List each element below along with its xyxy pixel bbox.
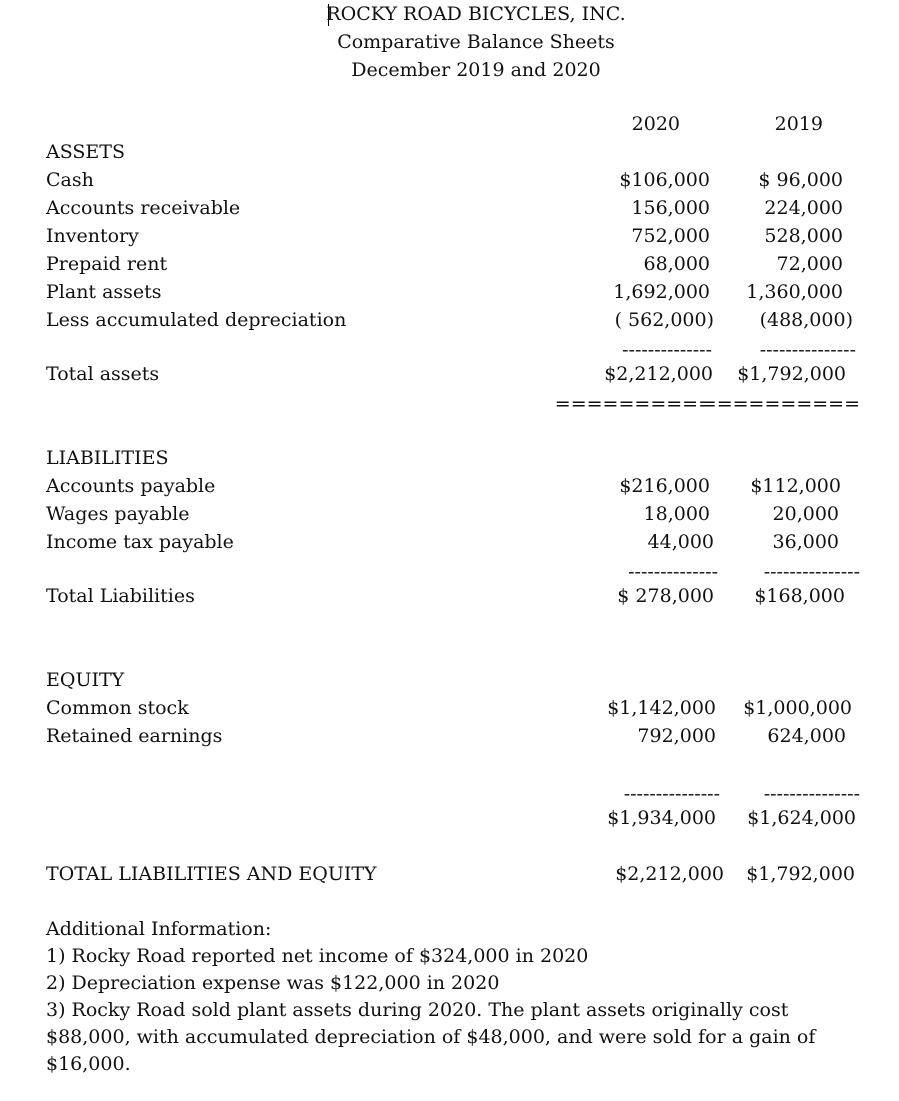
asset-value-2020: 1,692,000 xyxy=(613,281,710,303)
total-assets-2019: $1,792,000 xyxy=(737,363,846,385)
year-2020-header: 2020 xyxy=(631,113,680,135)
equity-subtotal-2020: $1,934,000 xyxy=(607,807,716,829)
liability-label: Income tax payable xyxy=(46,531,234,553)
asset-label: Plant assets xyxy=(46,281,162,303)
additional-heading: Additional Information: xyxy=(46,918,272,940)
asset-value-2019: 224,000 xyxy=(764,197,843,219)
asset-value-2019: $ 96,000 xyxy=(758,169,843,191)
asset-value-2019: 1,360,000 xyxy=(746,281,843,303)
equity-value-2019: 624,000 xyxy=(767,725,846,747)
liability-label: Accounts payable xyxy=(46,475,216,497)
asset-value-2020: 156,000 xyxy=(631,197,710,219)
liability-value-2019: 20,000 xyxy=(772,503,839,525)
year-2019-header: 2019 xyxy=(774,113,823,135)
equity-rule-2019: --------------- xyxy=(763,783,860,805)
grand-total-2019: $1,792,000 xyxy=(746,863,855,885)
equity-rule-2020: --------------- xyxy=(623,783,720,805)
asset-label: Prepaid rent xyxy=(46,253,168,275)
liability-value-2020: $216,000 xyxy=(619,475,710,497)
total-assets-label: Total assets xyxy=(46,363,160,385)
grand-total-2020: $2,212,000 xyxy=(615,863,724,885)
asset-value-2019: 528,000 xyxy=(764,225,843,247)
additional-item: 2) Depreciation expense was $122,000 in 2020 xyxy=(46,972,500,994)
grand-total-label: TOTAL LIABILITIES AND EQUITY xyxy=(46,863,377,885)
additional-information xyxy=(46,916,866,1078)
asset-value-2019: (488,000) xyxy=(759,309,853,331)
equity-subtotal-2019: $1,624,000 xyxy=(747,807,856,829)
assets-double-rule-2020: ========== xyxy=(554,393,714,415)
asset-value-2019: 72,000 xyxy=(776,253,843,275)
liabilities-rule-2020: -------------- xyxy=(628,561,718,583)
equity-value-2020: $1,142,000 xyxy=(607,697,716,719)
report-subtitle: Comparative Balance Sheets xyxy=(337,31,615,53)
equity-heading: EQUITY xyxy=(46,669,125,691)
liability-value-2019: 36,000 xyxy=(772,531,839,553)
asset-value-2020: $106,000 xyxy=(619,169,710,191)
asset-label: Accounts receivable xyxy=(46,197,241,219)
asset-label: Inventory xyxy=(46,225,139,247)
asset-value-2020: 752,000 xyxy=(631,225,710,247)
asset-label: Cash xyxy=(46,169,94,191)
liability-value-2020: 44,000 xyxy=(647,531,714,553)
liability-label: Wages payable xyxy=(46,503,190,525)
total-liabilities-2019: $168,000 xyxy=(754,585,845,607)
liabilities-rule-2019: --------------- xyxy=(763,561,860,583)
asset-value-2020: ( 562,000) xyxy=(614,309,714,331)
asset-label: Less accumulated depreciation xyxy=(46,309,347,331)
total-liabilities-2020: $ 278,000 xyxy=(617,585,714,607)
assets-heading: ASSETS xyxy=(46,141,125,163)
liabilities-heading: LIABILITIES xyxy=(46,447,169,469)
assets-rule-2020: -------------- xyxy=(622,339,712,361)
company-name: ROCKY ROAD BICYCLES, INC. xyxy=(326,3,626,25)
equity-label: Retained earnings xyxy=(46,725,223,747)
total-assets-2020: $2,212,000 xyxy=(604,363,713,385)
equity-value-2019: $1,000,000 xyxy=(743,697,852,719)
liability-value-2020: 18,000 xyxy=(643,503,710,525)
equity-label: Common stock xyxy=(46,697,189,719)
asset-value-2020: 68,000 xyxy=(643,253,710,275)
equity-value-2020: 792,000 xyxy=(637,725,716,747)
additional-item: 3) Rocky Road sold plant assets during 2020. The plant assets originally cost $88,000, with accumulated depreciation of $48,000, and were sold for a gain of $16,000. xyxy=(46,999,816,1075)
assets-double-rule-2019: ========== xyxy=(700,393,860,415)
additional-item: 1) Rocky Road reported net income of $324,000 in 2020 xyxy=(46,945,589,967)
report-period: December 2019 and 2020 xyxy=(351,59,601,81)
total-liabilities-label: Total Liabilities xyxy=(46,585,195,607)
assets-rule-2019: --------------- xyxy=(759,339,856,361)
liability-value-2019: $112,000 xyxy=(750,475,841,497)
